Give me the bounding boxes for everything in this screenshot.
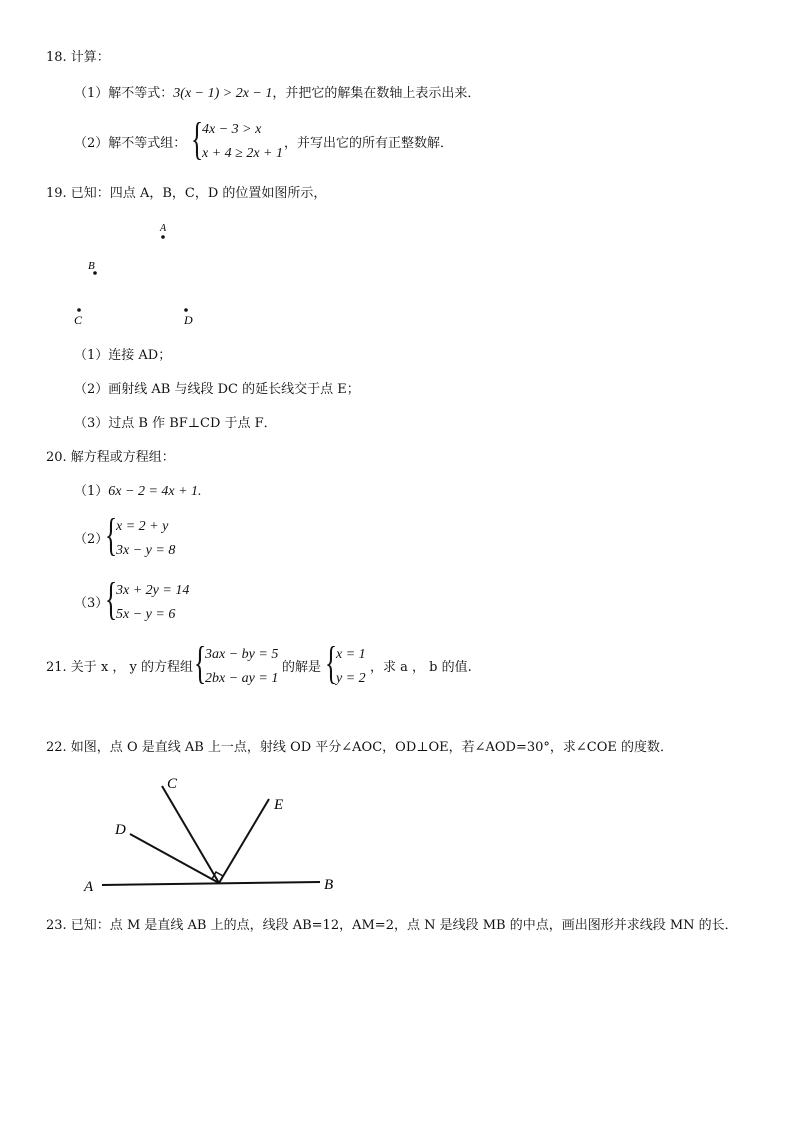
label-d: D	[115, 822, 126, 838]
point-b-label: B	[88, 260, 95, 272]
q23-text: 23. 已知：点 M 是直线 AB 上的点，线段 AB=12，AM=2，点 N 是线段 MB 的中点，画出图形并求线段 MN 的长．	[46, 918, 738, 933]
q22-text: 22. 如图，点 O 是直线 AB 上一点，射线 OD 平分∠AOC，OD⊥OE，若∠AOD=30°，求∠COE 的度数．	[46, 740, 674, 755]
point-d-label: D	[184, 313, 193, 327]
q22-angle-figure	[78, 770, 348, 900]
q20-part3-eq2: 5x − y = 6	[116, 607, 176, 622]
q18-part2-suffix: ，并写出它的所有正整数解．	[284, 136, 454, 151]
point-c-dot	[77, 308, 81, 312]
q18-part1-suffix: ，并把它的解集在数轴上表示出来．	[272, 86, 481, 101]
q18-system-ineq1: 4x − 3 > x	[202, 122, 262, 137]
q21-system-brace: {	[194, 637, 207, 688]
q21-solution-brace: {	[325, 637, 338, 688]
point-d-dot	[184, 308, 188, 312]
q21-suffix: ，求 a ， b 的值.	[370, 660, 472, 675]
q21-system-eq1: 3ax − by = 5	[205, 647, 279, 662]
q19-title: 19. 已知：四点 A，B，C，D 的位置如图所示，	[46, 186, 327, 201]
q20-title: 20. 解方程或方程组：	[46, 450, 175, 465]
q21-solution-x: x = 1	[336, 647, 366, 662]
ray-oe	[219, 799, 269, 883]
q20-part3-brace: {	[105, 573, 118, 624]
q21-prefix: 21. 关于 x ， y 的方程组	[46, 660, 194, 675]
label-c: C	[167, 776, 178, 792]
q21-middle-text: 的解是	[282, 660, 322, 675]
q20-part2-eq2: 3x − y = 8	[116, 543, 176, 558]
q20-part3-eq1: 3x + 2y = 14	[116, 583, 190, 598]
q20-part1	[74, 484, 202, 500]
label-b: B	[324, 877, 334, 893]
q21-solution-y: y = 2	[336, 671, 366, 686]
q20-part1-equation: 6x − 2 = 4x + 1.	[108, 484, 202, 499]
q20-part2-eq1: x = 2 + y	[116, 519, 169, 534]
q18-title: 18. 计算：	[46, 50, 110, 65]
q18-system-brace: {	[191, 113, 204, 164]
point-c-label: C	[74, 313, 83, 327]
line-ab	[102, 882, 320, 885]
q19-part2: （2）画射线 AB 与线段 DC 的延长线交于点 E；	[74, 382, 360, 397]
q19-part3: （3）过点 B 作 BF⊥CD 于点 F．	[74, 416, 277, 431]
q19-part1: （1）连接 AD；	[74, 348, 172, 363]
q20-part1-label: （1）	[74, 484, 109, 499]
q18-part1-prefix: （1）解不等式：	[74, 86, 174, 101]
q20-part2-brace: {	[105, 509, 118, 560]
q18-part1	[74, 86, 480, 102]
q19-points-figure	[60, 215, 220, 330]
q18-part2-prefix: （2）解不等式组：	[74, 136, 187, 151]
q20-part3-label: （3）	[74, 596, 109, 611]
label-a: A	[84, 879, 94, 895]
q18-system-ineq2: x + 4 ≥ 2x + 1	[202, 146, 284, 161]
q21-system-eq2: 2bx − ay = 1	[205, 671, 279, 686]
q18-part1-expression: 3(x − 1) > 2x − 1	[173, 86, 273, 101]
q20-part2-label: （2）	[74, 532, 109, 547]
point-a-dot	[161, 235, 165, 239]
label-e: E	[274, 797, 284, 813]
point-a-label: A	[160, 223, 167, 234]
